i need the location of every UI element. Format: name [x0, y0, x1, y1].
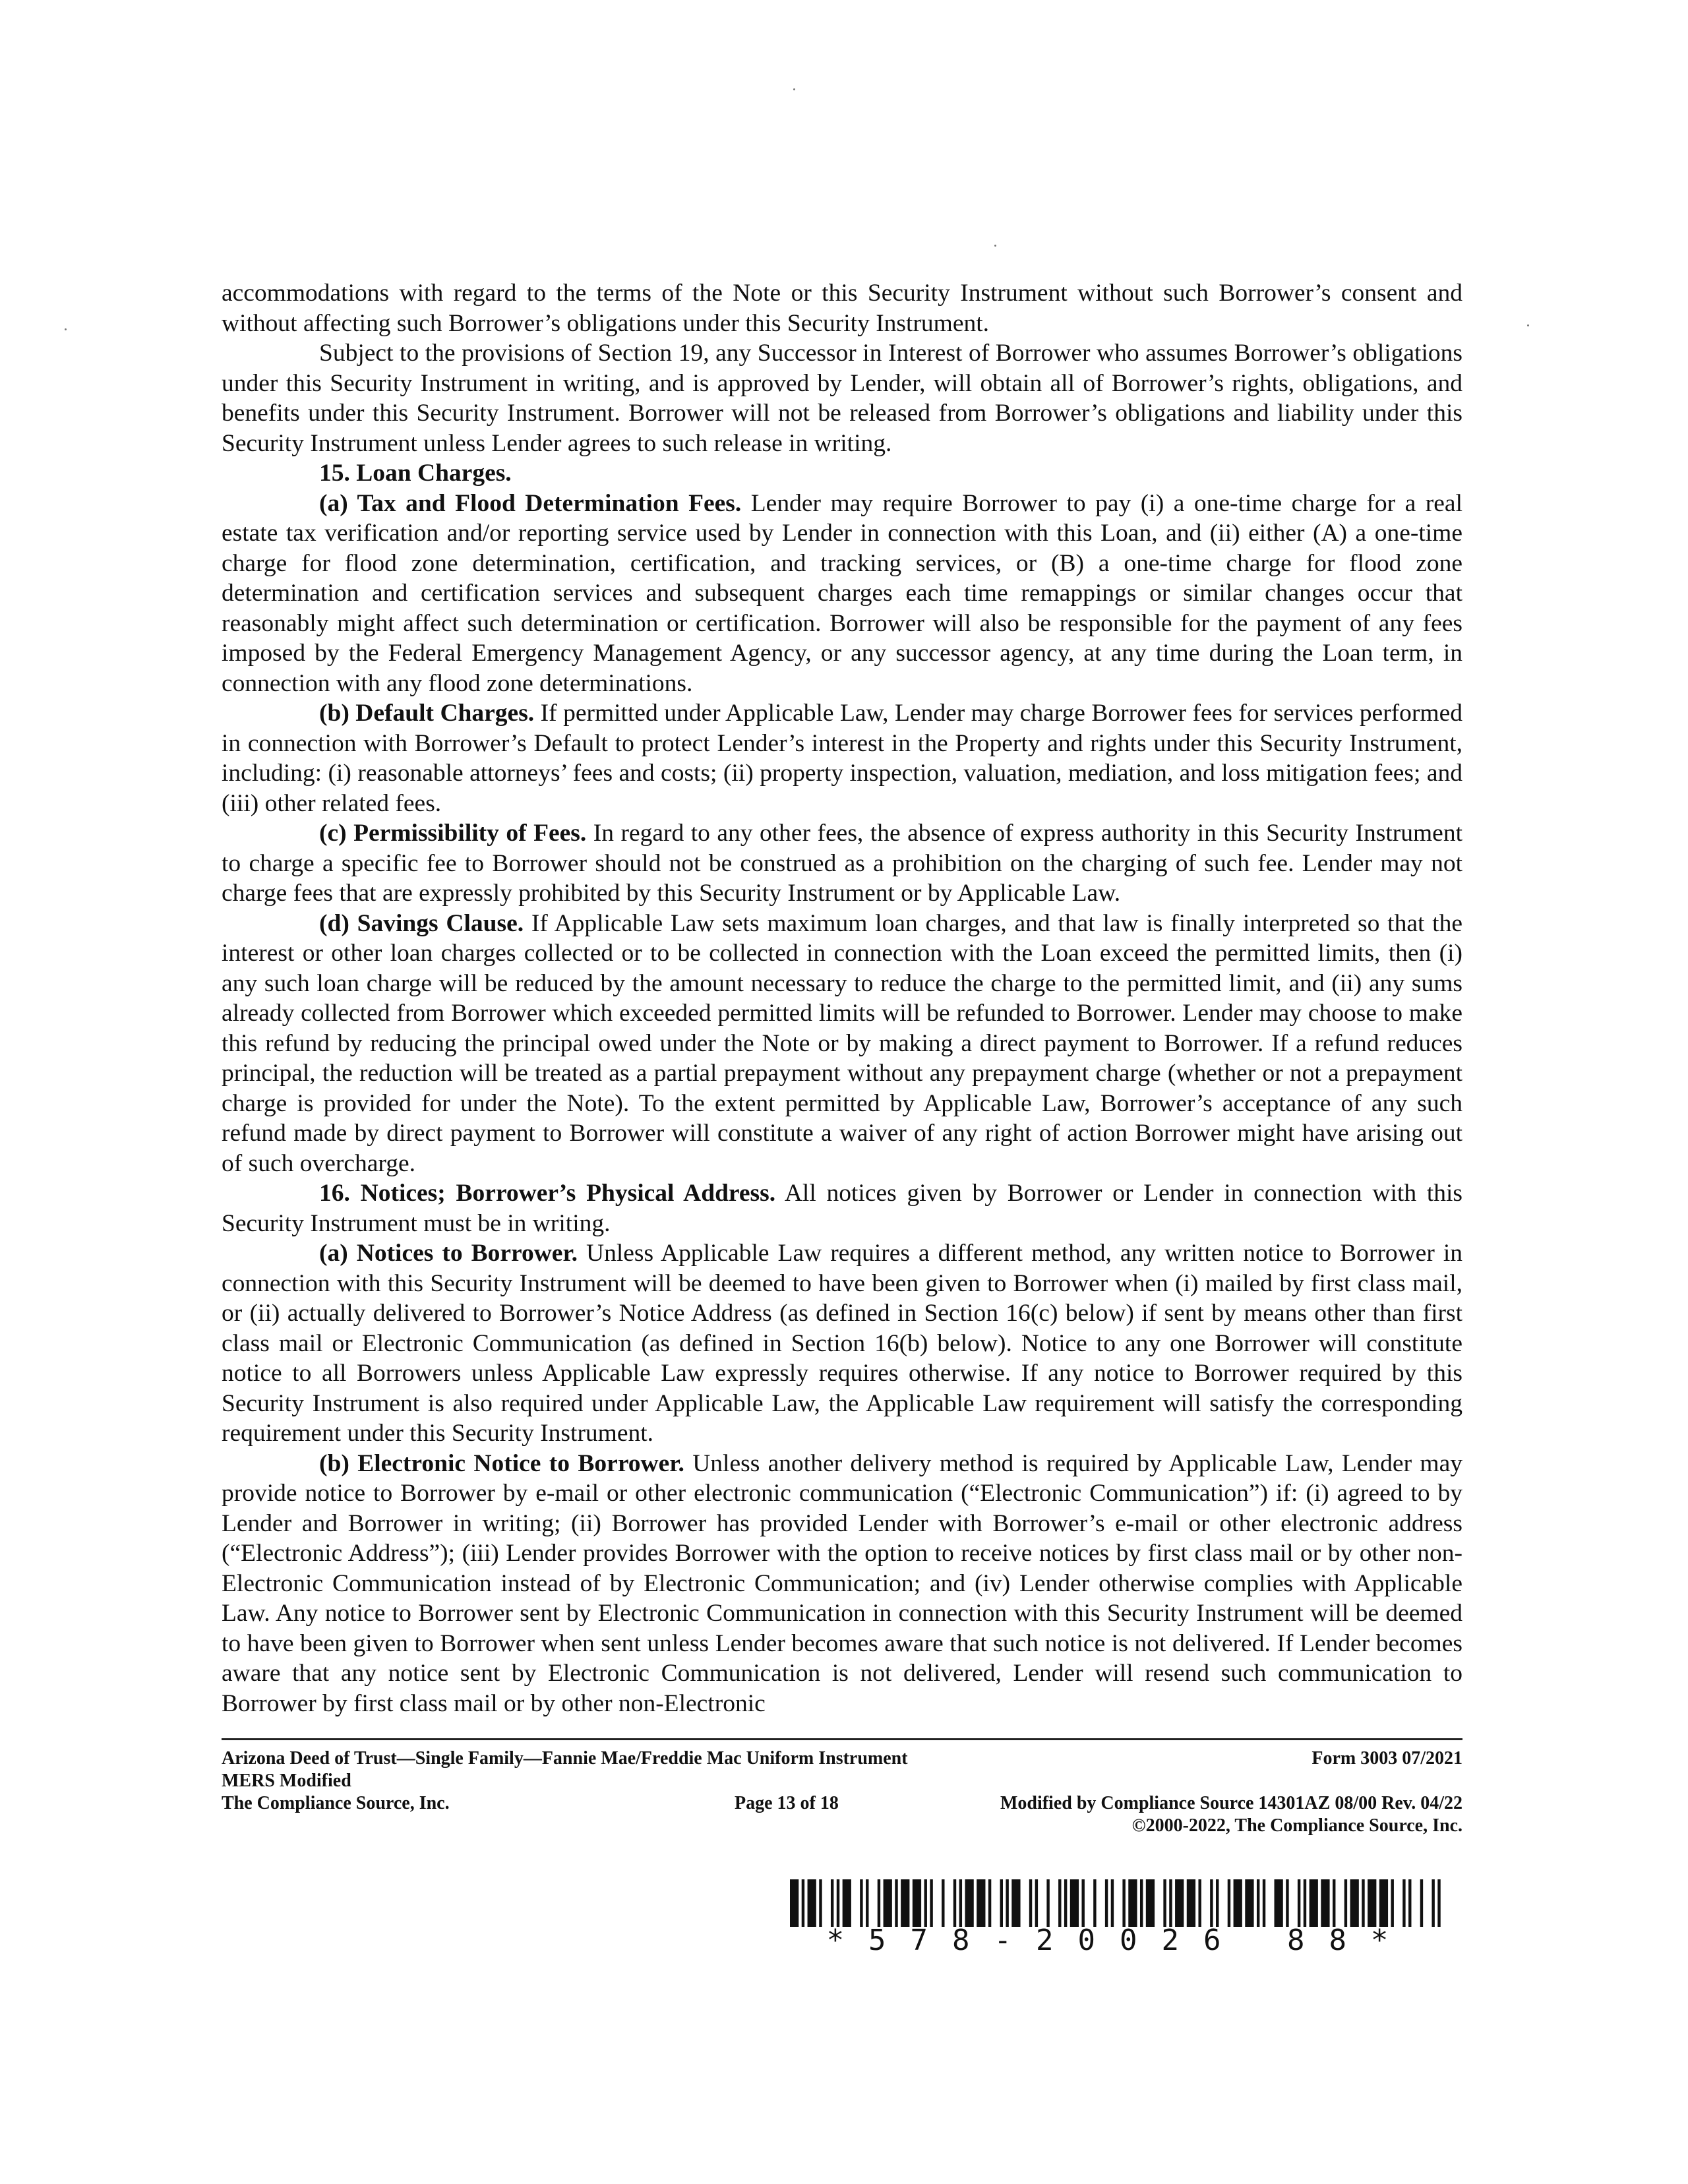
- footer-company: The Compliance Source, Inc.: [222, 1793, 450, 1813]
- barcode-bar: [913, 1879, 921, 1927]
- barcode-bar: [1146, 1879, 1155, 1927]
- section-16a-text: Unless Applicable Law requires a different method, any written notice to Borrower in connection with this Security Instrument will be deemed to have been given to Borrower when (i) mailed by first class mail, or (ii) actually delivered to Borrower’s Notice Address (as defined in Section 16(c) below) if sent by means other than first class mail or Electronic Communication (as defined in Section 16(b) below). Notice to any one Borrower will constitute notice to all Borrowers unless Applicable Law expressly requires otherwise. If any notice to Borrower required by this Security Instrument is also required under Applicable Law, the Applicable Law requirement will satisfy the corresponding requirement under this Security Instrument.: [222, 1240, 1462, 1447]
- section-15-title: 15. Loan Charges.: [319, 460, 512, 487]
- section-15a-heading: (a) Tax and Flood Determination Fees.: [319, 489, 742, 517]
- barcode-bar: [1058, 1879, 1061, 1927]
- scan-speck: [1527, 324, 1529, 326]
- barcode-bar: [843, 1879, 851, 1927]
- barcode-bar: [808, 1879, 816, 1927]
- barcode-bar: [1210, 1879, 1213, 1927]
- section-15a: [222, 489, 1462, 699]
- barcode-bar: [1420, 1879, 1423, 1927]
- barcode-bar: [1228, 1879, 1230, 1927]
- barcode-bar: [1035, 1879, 1038, 1927]
- barcode-bar: [1169, 1879, 1172, 1927]
- barcode-bar: [1362, 1879, 1364, 1927]
- barcode-bar: [959, 1879, 962, 1927]
- section-16b-text: Unless another delivery method is required by Applicable Law, Lender may provide notice to Borrower by e-mail or other electronic communication (“Electronic Communication”) if: (i) agreed to by Lender and Borrower in writing; (ii) Borrower has provided Lender with Borrower’s e-mail or other electronic address (“Electronic Address”); (iii) Lender provides Borrower with the option to receive notices by first class mail or by other non-Electronic Communication instead of by Electronic Communication; and (iv) Lender otherwise complies with Applicable Law. Any notice to Borrower sent by Electronic Communication in connection with this Security Instrument will be deemed to have been given to Borrower when sent unless Lender becomes aware that such notice is not delivered. If Lender becomes aware that any notice sent by Electronic Communication is not delivered, Lender will resend such communication to Borrower by first class mail or by other non-Electronic: [222, 1449, 1462, 1717]
- barcode-bar: [1216, 1879, 1219, 1927]
- barcode-bar: [895, 1879, 897, 1927]
- barcode-bar: [988, 1879, 991, 1927]
- section-16b: [222, 1449, 1462, 1719]
- footer-row-3: [222, 1792, 1462, 1815]
- barcode-bar: [837, 1879, 839, 1927]
- barcode-bar: [1081, 1879, 1084, 1927]
- barcode-bar: [1198, 1879, 1201, 1927]
- barcode-bar: [1245, 1879, 1253, 1927]
- barcode-bar: [953, 1879, 956, 1927]
- barcode-bar: [1122, 1879, 1125, 1927]
- barcode-bar: [1128, 1879, 1137, 1927]
- barcode-bar: [1304, 1879, 1306, 1927]
- barcode-bar: [1064, 1879, 1067, 1927]
- paragraph-continuation: accommodations with regard to the terms of the Note or this Security Instrument without such Borrower’s consent and without affecting such Borrower’s obligations under this Security Instrument.: [222, 280, 1462, 337]
- barcode-bar: [860, 1879, 862, 1927]
- barcode-bar: [1163, 1879, 1166, 1927]
- barcode-bar: [1006, 1879, 1008, 1927]
- barcode-bar: [1350, 1879, 1359, 1927]
- barcode: [790, 1879, 1449, 1927]
- section-16b-heading: (b) Electronic Notice to Borrower.: [319, 1449, 684, 1477]
- section-16a-heading: (a) Notices to Borrower.: [319, 1240, 578, 1267]
- section-15c: [222, 818, 1462, 909]
- barcode-bar: [831, 1879, 833, 1927]
- barcode-bar: [884, 1879, 892, 1927]
- barcode-bar: [1368, 1879, 1376, 1927]
- barcode-bar: [1011, 1879, 1020, 1927]
- barcode-bar: [819, 1879, 822, 1927]
- section-15c-heading: (c) Permissibility of Fees.: [319, 820, 587, 847]
- page-footer: [222, 1747, 1462, 1837]
- barcode-bar: [1321, 1879, 1329, 1927]
- paragraph-successor-in-interest: Subject to the provisions of Section 19, any Successor in Interest of Borrower who assumes Borrower’s obligations under this Security Instrument in writing, and is approved by Lender, will obtain all of Borrower’s rights, obligations, and benefits under this Security Instrument. Borrower will not be released from Borrower’s obligations and liability under this Security Instrument unless Lender agrees to such release in writing.: [222, 340, 1462, 457]
- barcode-bar: [866, 1879, 868, 1927]
- barcode-bar: [1432, 1879, 1434, 1927]
- barcode-bar: [1105, 1879, 1108, 1927]
- barcode-bar: [930, 1879, 932, 1927]
- barcode-bar: [901, 1879, 909, 1927]
- scan-speck: [65, 328, 67, 330]
- barcode-bar: [1029, 1879, 1032, 1927]
- barcode-bar: [1111, 1879, 1114, 1927]
- barcode-bar: [1286, 1879, 1288, 1927]
- barcode-bar: [1310, 1879, 1318, 1927]
- barcode-bar: [1140, 1879, 1143, 1927]
- barcode-bar: [878, 1879, 880, 1927]
- footer-divider: [222, 1738, 1462, 1740]
- barcode-bar: [1093, 1879, 1096, 1927]
- footer-modified: Modified by Compliance Source 14301AZ 08/00 Rev. 04/22: [1000, 1793, 1462, 1813]
- footer-copyright: ©2000-2022, The Compliance Source, Inc.: [1131, 1815, 1462, 1836]
- barcode-bar: [1379, 1879, 1388, 1927]
- footer-form-title: Arizona Deed of Trust—Single Family—Fannie Mae/Freddie Mac Uniform Instrument: [222, 1748, 908, 1769]
- barcode-bar: [1437, 1879, 1440, 1927]
- barcode-bar: [790, 1879, 799, 1927]
- section-15a-text: Lender may require Borrower to pay (i) a one-time charge for a real estate tax verification and/or reporting service used by Lender in connection with this Loan, and (ii) either (A) a one-time charge for flood zone determination, certification, and tracking services, or (B) a one-time charge for flood zone determination and certification services and subsequent charges each time remappings or similar changes occur that reasonably might affect such determination or certification. Borrower will also be responsible for the payment of any fees imposed by the Federal Emergency Management Agency, or any successor agency, at any time during the Loan term, in connection with any flood zone determinations.: [222, 489, 1462, 697]
- section-15d: [222, 909, 1462, 1179]
- footer-mers: MERS Modified: [222, 1771, 351, 1791]
- barcode-bar: [1175, 1879, 1184, 1927]
- section-15b-text: If permitted under Applicable Law, Lender may charge Borrower fees for services performed in connection with Borrower’s Default to protect Lender’s interest in the Property and rights under this Security Instrument, including: (i) reasonable attorneys’ fees and costs; (ii) property inspection, valuation, mediation, and loss mitigation fees; and (iii) other related fees.: [222, 700, 1462, 817]
- barcode-bars: [790, 1879, 1449, 1927]
- barcode-bar: [942, 1879, 944, 1927]
- section-16-heading: 16. Notices; Borrower’s Physical Address.: [319, 1180, 776, 1207]
- barcode-bar: [977, 1879, 985, 1927]
- barcode-bar: [1187, 1879, 1195, 1927]
- section-15d-text: If Applicable Law sets maximum loan charges, and that law is finally interpreted so that the interest or other loan charges collected or to be collected in connection with the Loan exceed the permitted limits, then (i) any such loan charge will be reduced by the amount necessary to reduce the charge to the permitted limit, and (ii) any sums already collected from Borrower which exceeded permitted limits will be refunded to Borrower. Lender may choose to make this refund by reducing the principal owed under the Note or by making a direct payment to Borrower. If a refund reduces principal, the reduction will be treated as a partial prepayment without any prepayment charge (whether or not a prepayment charge is provided for under the Note). To the extent permitted by Applicable Law, Borrower’s acceptance of any such refund made by direct payment to Borrower will constitute a waiver of any right of action Borrower might have arising out of such overcharge.: [222, 909, 1462, 1177]
- barcode-bar: [1391, 1879, 1394, 1927]
- section-16a: [222, 1238, 1462, 1449]
- footer-row-4: [222, 1815, 1462, 1837]
- section-16: [222, 1178, 1462, 1238]
- barcode-bar: [1046, 1879, 1049, 1927]
- barcode-human-readable: *578-20026 88*: [826, 1924, 1413, 1957]
- section-15c-text: In regard to any other fees, the absence of express authority in this Security Instrument to charge a specific fee to Borrower should not be construed as a prohibition on the charging of such fee. Lender may not charge fees that are expressly prohibited by this Security Instrument or by Applicable Law.: [222, 820, 1462, 907]
- barcode-bar: [1344, 1879, 1347, 1927]
- barcode-bar: [1275, 1879, 1283, 1927]
- barcode-bar: [1402, 1879, 1405, 1927]
- footer-page-number: Page 13 of 18: [735, 1793, 839, 1813]
- barcode-bar: [1000, 1879, 1003, 1927]
- section-16-text: All notices given by Borrower or Lender in connection with this Security Instrument must be in writing.: [222, 1180, 1463, 1237]
- barcode-bar: [1298, 1879, 1300, 1927]
- section-15b-heading: (b) Default Charges.: [319, 700, 535, 727]
- document-body: [222, 278, 1462, 1718]
- section-15d-heading: (d) Savings Clause.: [319, 909, 524, 937]
- section-15b: [222, 698, 1462, 818]
- barcode-bar: [1333, 1879, 1335, 1927]
- footer-row-2: [222, 1770, 1462, 1792]
- scan-speck: [793, 88, 795, 90]
- barcode-bar: [965, 1879, 973, 1927]
- scan-speck: [994, 245, 996, 247]
- barcode-bar: [1408, 1879, 1411, 1927]
- barcode-bar: [924, 1879, 927, 1927]
- barcode-bar: [802, 1879, 804, 1927]
- barcode-bar: [1263, 1879, 1265, 1927]
- barcode-bar: [1070, 1879, 1079, 1927]
- footer-row-1: [222, 1747, 1462, 1770]
- footer-form-number: Form 3003 07/2021: [1311, 1748, 1462, 1769]
- barcode-bar: [1257, 1879, 1259, 1927]
- barcode-bar: [1234, 1879, 1242, 1927]
- section-15-heading: [222, 458, 1462, 489]
